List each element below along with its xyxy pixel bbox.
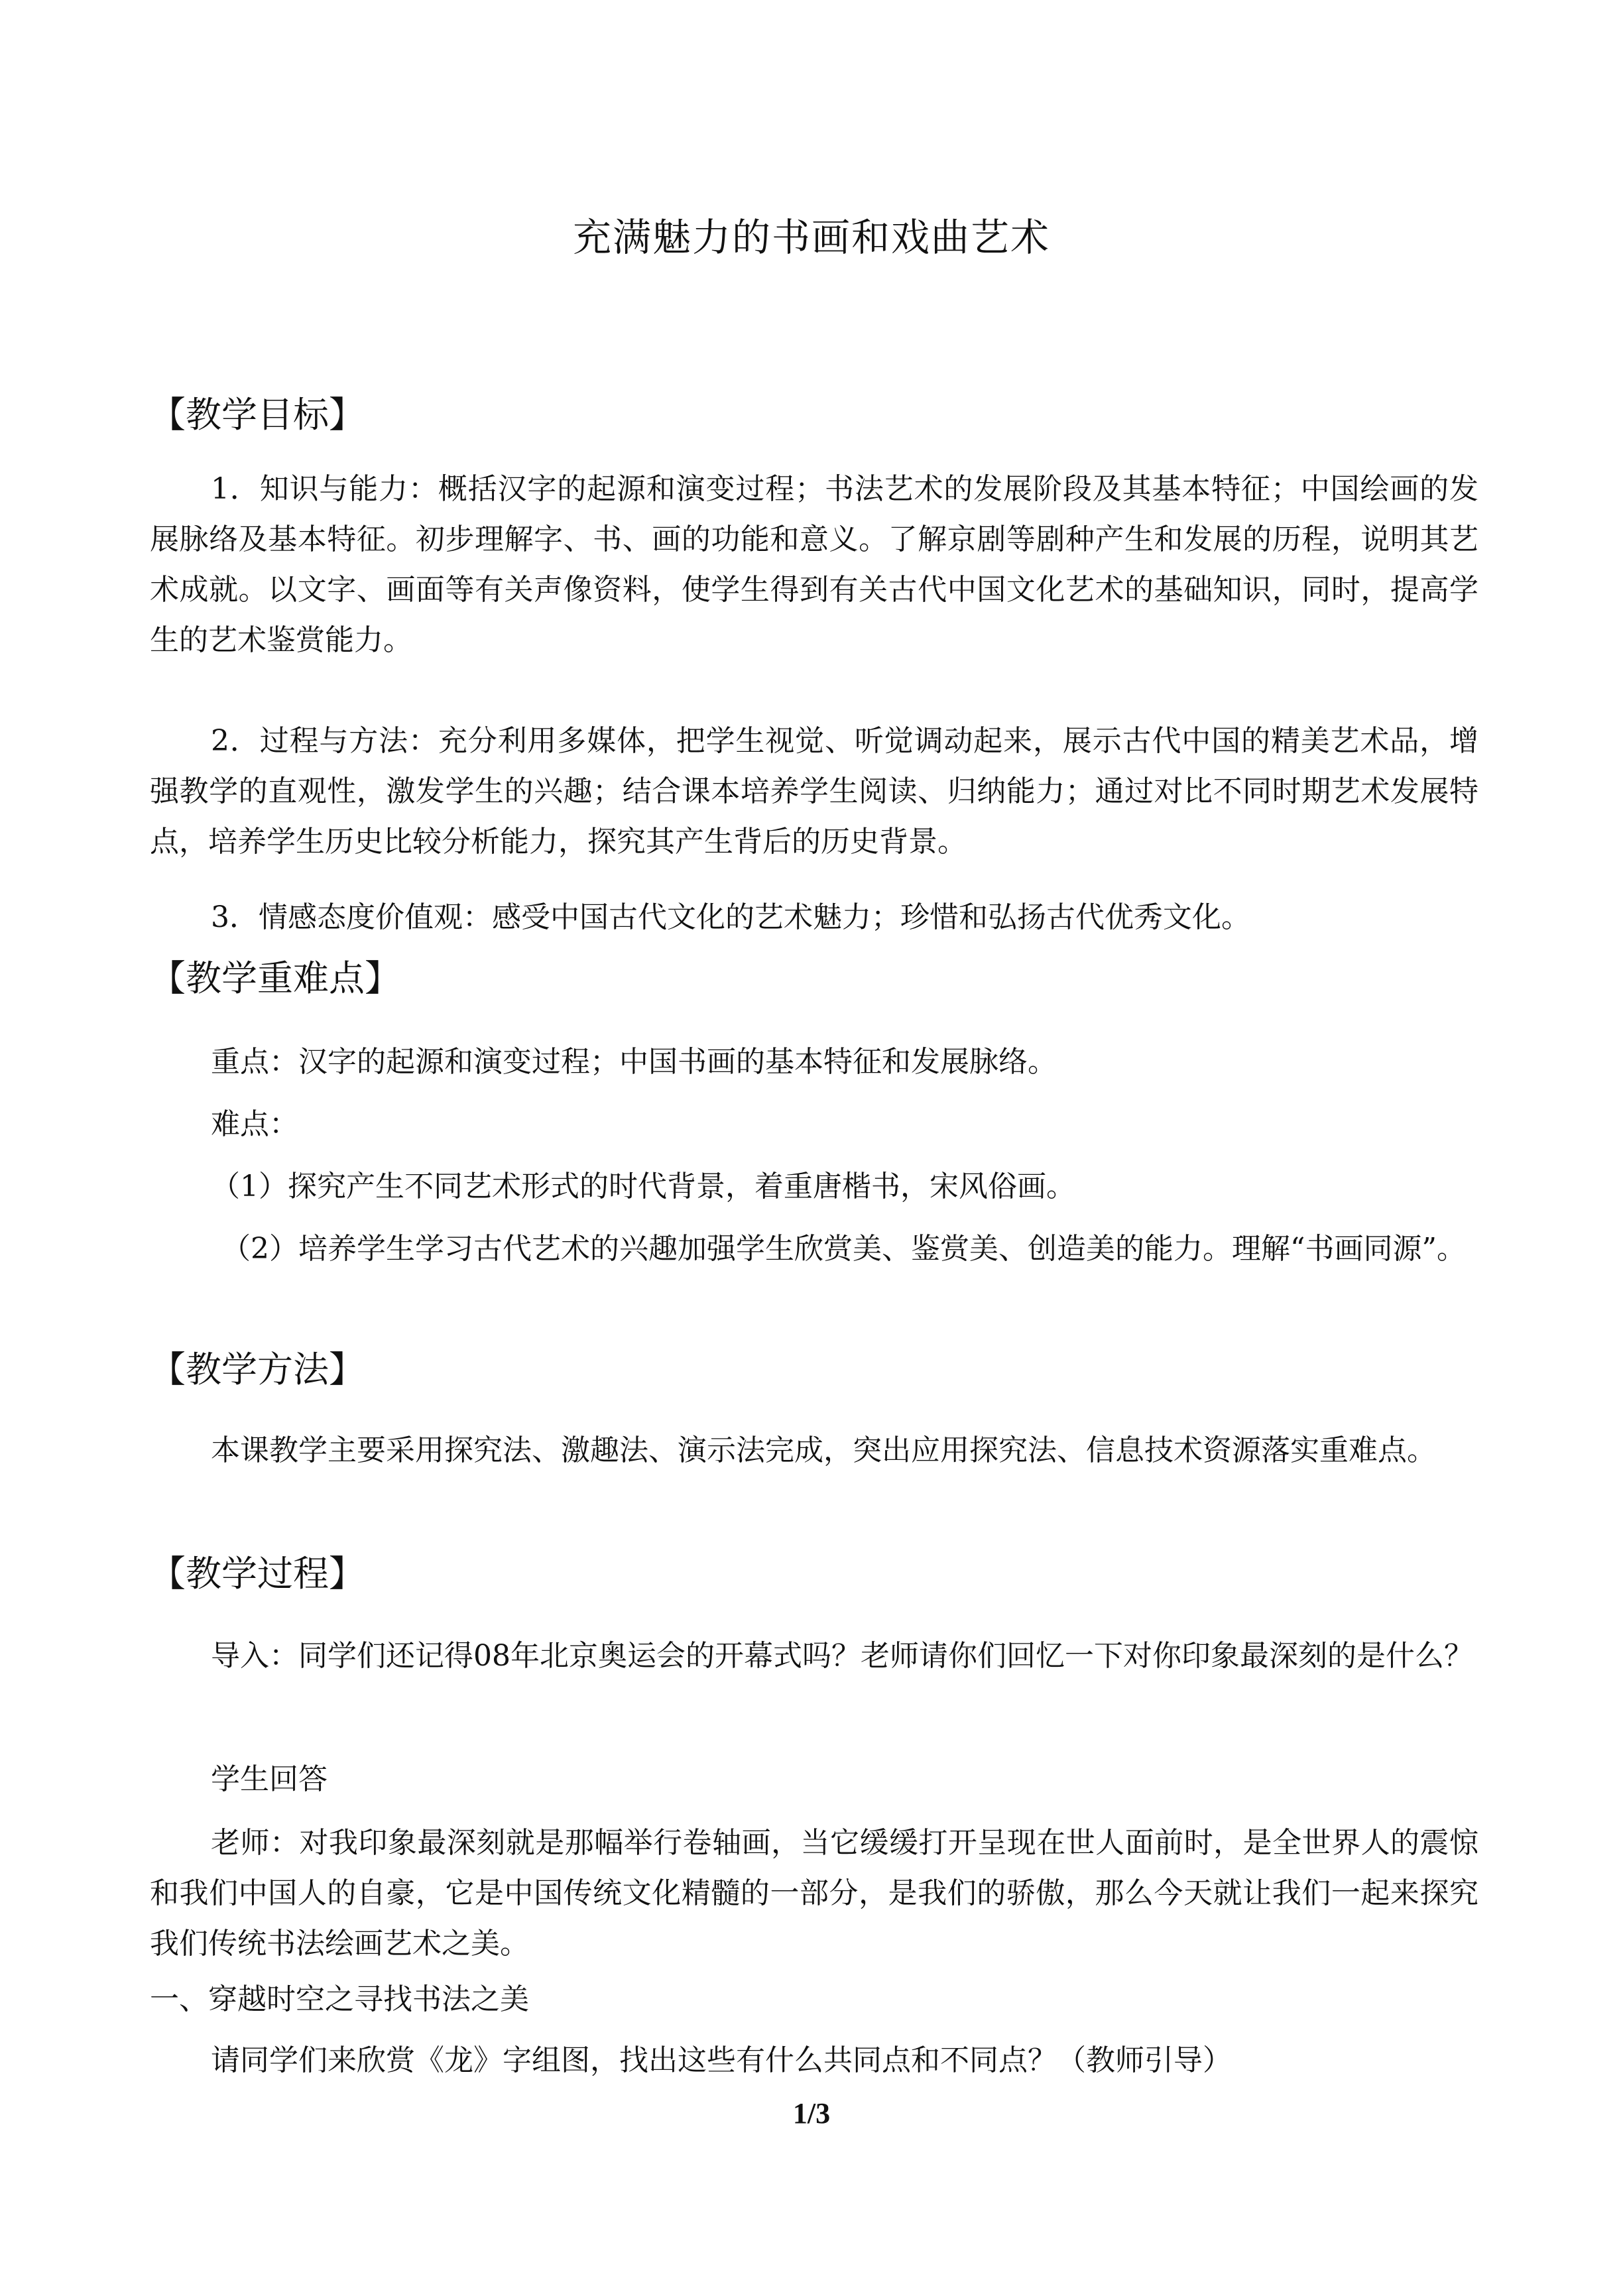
page-number: 1/3: [792, 2097, 831, 2130]
objective-item-2: 2．过程与方法：充分利用多媒体，把学生视觉、听觉调动起来，展示古代中国的精美艺术品，增强教学的直观性，激发学生的兴趣；结合课本培养学生阅读、归纳能力；通过对比不同时期艺术发展特点，培养学生历史比较分析能力，探究其产生背后的历史背景。: [150, 724, 1478, 859]
difficulty-item-2: （2）培养学生学习古代艺术的兴趣加强学生欣赏美、鉴赏美、创造美的能力。理解“书画同源”。: [221, 1232, 1466, 1266]
difficulty-item-1: （1）探究产生不同艺术形式的时代背景，着重唐楷书，宋风俗画。: [211, 1170, 1075, 1203]
part1-text: 请同学们来欣赏《龙》字组图，找出这些有什么共同点和不同点？（教师引导）: [211, 2043, 1232, 2077]
methods-text: 本课教学主要采用探究法、激趣法、演示法完成，突出应用探究法、信息技术资源落实重难点。: [211, 1433, 1436, 1467]
objective-item-1: 1．知识与能力：概括汉字的起源和演变过程；书法艺术的发展阶段及其基本特征；中国绘画的发展脉络及基本特征。初步理解字、书、画的功能和意义。了解京剧等剧种产生和发展的历程，说明其艺术成就。以文字、画面等有关声像资料，使学生得到有关古代中国文化艺术的基础知识，同时，提高学生的艺术鉴赏能力。: [150, 472, 1478, 657]
process-heading: 【教学过程】: [150, 1553, 365, 1595]
objectives-heading: 【教学目标】: [150, 394, 365, 436]
part1-title: 一、穿越时空之寻找书法之美: [150, 1982, 529, 2016]
student-answer: 学生回答: [211, 1762, 328, 1796]
teacher-speech: 老师：对我印象最深刻就是那幅举行卷轴画，当它缓缓打开呈现在世人面前时，是全世界人的震惊和我们中国人的自豪，它是中国传统文化精髓的一部分，是我们的骄傲，那么今天就让我们一起来探究我们传统书法绘画艺术之美。: [150, 1826, 1478, 1961]
methods-heading: 【教学方法】: [150, 1349, 365, 1390]
focus-text: 重点：汉字的起源和演变过程；中国书画的基本特征和发展脉络。: [211, 1045, 1057, 1079]
document-title: 充满魅力的书画和戏曲艺术: [572, 215, 1050, 260]
difficulty-label: 难点：: [211, 1107, 298, 1141]
process-intro: 导入：同学们还记得08年北京奥运会的开幕式吗？老师请你们回忆一下对你印象最深刻的是什么？: [211, 1639, 1473, 1673]
objective-item-3: 3．情感态度价值观：感受中国古代文化的艺术魅力；珍惜和弘扬古代优秀文化。: [211, 900, 1250, 934]
key-points-heading: 【教学重难点】: [150, 957, 400, 999]
